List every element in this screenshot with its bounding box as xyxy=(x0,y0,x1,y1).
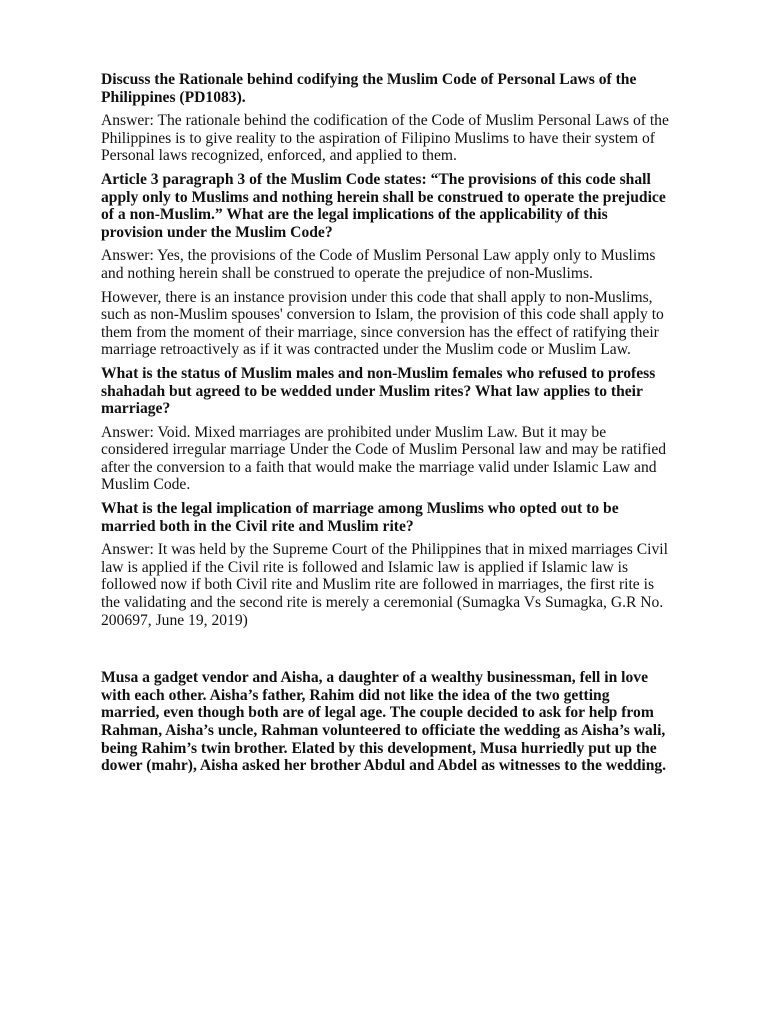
question-3: What is the status of Muslim males and non-Muslim females who refused to profess shahadah but agreed to be wedded under Muslim rites? What law applies to their marriage? xyxy=(101,364,656,418)
case-problem: Musa a gadget vendor and Aisha, a daughter of a wealthy businessman, fell in love with each other. Aisha’s father, Rahim did not like the idea of the two getting married, even though both are of legal age. The couple decided to ask for help from Rahman, Aisha’s uncle, Rahman volunteered to officiate the wedding as Aisha’s wali, being Rahim’s twin brother. Elated by this development, Musa hurriedly put up the dower (mahr), Aisha asked her brother Abdul and Abdel as witnesses to the wedding. xyxy=(101,669,667,775)
answer-2-continued: However, there is an instance provision under this code that shall apply to non-Muslims, such as non-Muslim spouses' conversion to Islam, the provision of this code shall apply to them from the moment of their marriage, since conversion has the effect of ratifying their marriage retroactively as if it was contracted under the Muslim code or Muslim Law. xyxy=(101,288,664,359)
answer-4: Answer: It was held by the Supreme Court of the Philippines that in mixed marriages Civil law is applied if the Civil rite is followed and Islamic law is applied if Islamic law is followed now if both Civil rite and Muslim rite are followed in marriages, the first rite is the validating and the second rite is merely a ceremonial (Sumagka Vs Sumagka, G.R No. 200697, June 19, 2019) xyxy=(101,541,668,629)
question-1: Discuss the Rationale behind codifying the Muslim Code of Personal Laws of the Philippines (PD1083). xyxy=(101,71,637,106)
section-spacer xyxy=(101,635,671,669)
question-4: What is the legal implication of marriage among Muslims who opted out to be married both in the Civil rite and Muslim rite? xyxy=(101,500,619,535)
answer-1: Answer: The rationale behind the codification of the Code of Muslim Personal Laws of the Philippines is to give reality to the aspiration of Filipino Muslims to have their system of Personal laws recognized, enforced, and applied to them. xyxy=(101,112,669,165)
document-page xyxy=(101,71,671,775)
question-2: Article 3 paragraph 3 of the Muslim Code states: “The provisions of this code shall apply only to Muslims and nothing herein shall be construed to operate the prejudice of a non-Muslim.” What are the legal implications of the applicability of this provision under the Muslim Code? xyxy=(101,170,666,241)
answer-2: Answer: Yes, the provisions of the Code of Muslim Personal Law apply only to Muslims and nothing herein shall be construed to operate the prejudice of non-Muslims. xyxy=(101,247,656,282)
answer-3: Answer: Void. Mixed marriages are prohibited under Muslim Law. But it may be considered irregular marriage Under the Code of Muslim Personal law and may be ratified after the conversion to a faith that would make the marriage valid under Islamic Law and Muslim Code. xyxy=(101,423,667,494)
